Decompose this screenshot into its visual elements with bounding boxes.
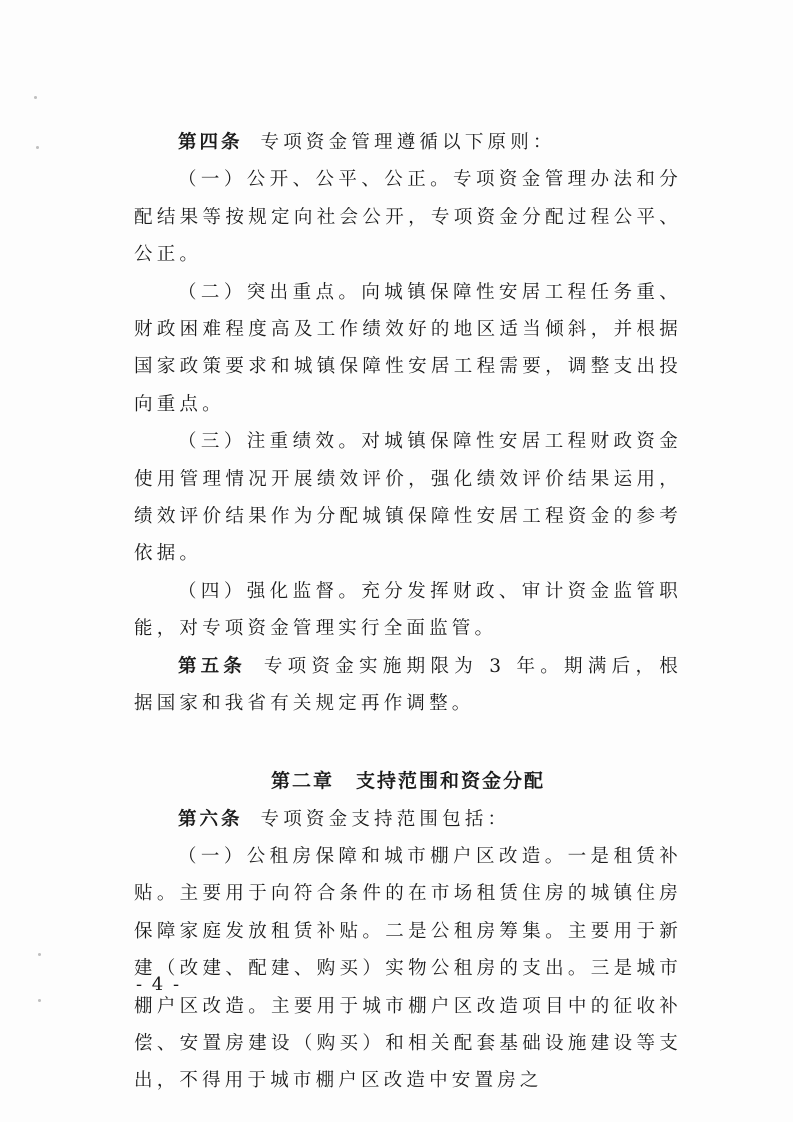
scan-speck bbox=[38, 999, 41, 1002]
article-5-label: 第五条 bbox=[178, 655, 246, 677]
page-number: - 4 - bbox=[136, 974, 182, 995]
chapter-title: 支持范围和资金分配 bbox=[356, 769, 546, 792]
article-4-item-1: （一）公开、公平、公正。专项资金管理办法和分配结果等按规定向社会公开，专项资金分配过程公平、公正。 bbox=[134, 169, 682, 266]
article-4-label: 第四条 bbox=[178, 132, 243, 153]
article-5 bbox=[134, 648, 682, 723]
article-6-item-1: （一）公租房保障和城市棚户区改造。一是租赁补贴。主要用于向符合条件的在市场租赁住房的城镇住房保障家庭发放租赁补贴。二是公租房筹集。主要用于新建（改建、配建、购买）实物公租房的支出。三是城市棚户区改造。主要用于城市棚户区改造项目中的征收补偿、安置房建设（购买）和相关配套基础设施建设等支出，不得用于城市棚户区改造中安置房之 bbox=[134, 845, 682, 1092]
article-5-text: 专项资金实施期限为 3 年。期满后，根据国家和我省有关规定再作调整。 bbox=[134, 655, 682, 715]
article-4-text: 专项资金管理遵循以下原则： bbox=[260, 132, 556, 153]
article-6 bbox=[134, 801, 682, 838]
scan-speck bbox=[34, 96, 37, 99]
chapter-heading bbox=[134, 761, 682, 801]
scan-speck bbox=[38, 953, 41, 956]
article-6-label: 第六条 bbox=[178, 808, 243, 830]
article-4-item-4: （四）强化监督。充分发挥财政、审计资金监管职能，对专项资金管理实行全面监管。 bbox=[134, 580, 682, 640]
article-4-item-2: （二）突出重点。向城镇保障性安居工程任务重、财政困难程度高及工作绩效好的地区适当倾斜，并根据国家政策要求和城镇保障性安居工程需要，调整支出投向重点。 bbox=[134, 281, 682, 415]
document-body bbox=[134, 124, 682, 1100]
article-4 bbox=[134, 124, 682, 161]
scan-speck bbox=[36, 146, 39, 149]
article-4-item-3: （三）注重绩效。对城镇保障性安居工程财政资金使用管理情况开展绩效评价，强化绩效评价结果运用，绩效评价结果作为分配城镇保障性安居工程资金的参考依据。 bbox=[134, 431, 682, 565]
chapter-number: 第二章 bbox=[270, 769, 334, 792]
article-6-text: 专项资金支持范围包括： bbox=[260, 808, 511, 830]
